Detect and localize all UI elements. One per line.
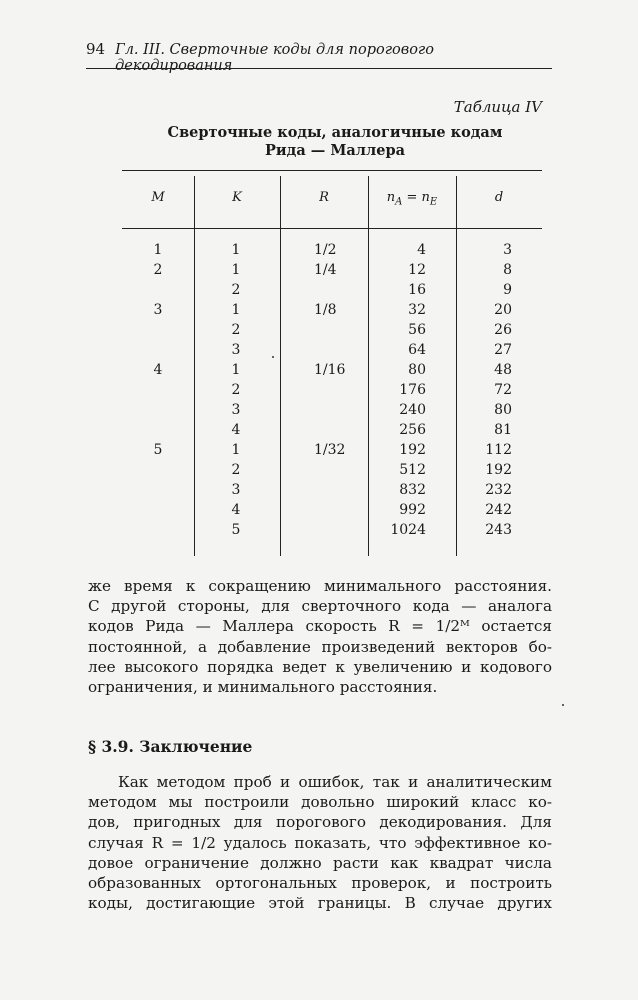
page-number: 94 [86, 40, 106, 58]
table-cell-r: 1/8 [314, 302, 337, 318]
table-cell-k: 1 [231, 262, 241, 278]
table-cell-m: 2 [153, 262, 163, 278]
header-k: K [232, 190, 242, 205]
table-cell-n: 16 [408, 282, 426, 298]
table-cell-d: 243 [485, 522, 512, 538]
section-heading: § 3.9. Заключение [88, 737, 253, 756]
table-cell-k: 2 [231, 322, 241, 338]
paragraph-conclusion [88, 772, 552, 913]
table-cell-r: 1/4 [314, 262, 337, 278]
table-label: Таблица IV [453, 98, 542, 116]
table-cell-k: 1 [231, 442, 241, 458]
text-line: С другой стороны, для сверточного кода — аналога [88, 597, 552, 616]
table-cell-m: 4 [153, 362, 163, 378]
table-cell-n: 4 [417, 242, 426, 258]
table-cell-d: 192 [485, 462, 512, 478]
table-cell-k: 3 [231, 342, 241, 358]
code-table [122, 170, 542, 556]
table-cell-n: 240 [399, 402, 426, 418]
text-line: же время к сокращению минимального расстояния. [88, 577, 552, 595]
table-cell-d: 72 [494, 382, 512, 398]
print-speck [272, 356, 274, 358]
table-cell-n: 992 [399, 502, 426, 518]
table-cell-d: 112 [485, 442, 512, 458]
table-cell-d: 242 [485, 502, 512, 518]
table-cell-r: 1/32 [314, 442, 346, 458]
text-line: образованных ортогональных проверок, и построить [88, 874, 552, 893]
table-cell-k: 4 [231, 422, 241, 438]
text-line: коды, достигающие этой границы. В случае других [88, 894, 552, 913]
table-cell-n: 1024 [390, 522, 426, 538]
table-cell-d: 9 [503, 282, 512, 298]
table-cell-k: 3 [231, 402, 241, 418]
text-line: кодов Рида — Маллера скорость R = 1/2ᴹ остается [88, 617, 552, 636]
table-cell-d: 26 [494, 322, 512, 338]
running-title: Гл. III. Сверточные коды для порогового декодирования [115, 42, 434, 74]
table-cell-k: 1 [231, 362, 241, 378]
text-line: постоянной, а добавление произведений векторов бо- [88, 637, 552, 656]
text-line: ограничения, и минимального расстояния. [88, 678, 438, 697]
text-line: довое ограничение должно расти как квадрат числа [88, 853, 552, 872]
table-cell-r: 1/16 [314, 362, 346, 378]
table-cell-k: 5 [231, 522, 241, 538]
table-cell-d: 3 [503, 242, 512, 258]
text-line: случая R = 1/2 удалось показать, что эффективное ко- [88, 833, 552, 852]
table-cell-k: 2 [231, 382, 241, 398]
table-cell-n: 64 [408, 342, 426, 358]
table-cell-d: 20 [494, 302, 512, 318]
table-cell-n: 56 [408, 322, 426, 338]
text-line: лее высокого порядка ведет к увеличению и кодового [88, 657, 552, 676]
table-cell-n: 32 [408, 302, 426, 318]
paragraph-continuation [88, 576, 552, 697]
table-cell-m: 3 [153, 302, 163, 318]
table-cell-d: 81 [494, 422, 512, 438]
table-cell-n: 12 [408, 262, 426, 278]
header-r: R [319, 190, 329, 205]
table-cell-d: 8 [503, 262, 512, 278]
table-cell-k: 2 [231, 462, 241, 478]
table-cell-n: 192 [399, 442, 426, 458]
table-title-line: Сверточные коды, аналогичные кодам [167, 124, 503, 141]
text-line: Как методом проб и ошибок, так и аналитическим [118, 773, 552, 791]
table-cell-n: 512 [399, 462, 426, 478]
table-cell-m: 5 [153, 442, 163, 458]
print-speck [562, 704, 564, 706]
table-cell-m: 1 [153, 242, 163, 258]
running-header [86, 40, 552, 74]
table-cell-k: 1 [231, 242, 241, 258]
table-cell-n: 256 [399, 422, 426, 438]
table-cell-n: 832 [399, 482, 426, 498]
text-line: дов, пригодных для порогового декодирования. Для [88, 813, 552, 832]
table-cell-d: 232 [485, 482, 512, 498]
table-title [120, 124, 550, 160]
table-cell-r: 1/2 [314, 242, 337, 258]
text-line: методом мы построили довольно широкий класс ко- [88, 793, 552, 812]
table-title-line: Рида — Маллера [265, 142, 405, 159]
table-cell-d: 27 [494, 342, 512, 358]
table-cell-k: 3 [231, 482, 241, 498]
table-cell-n: 80 [408, 362, 426, 378]
header-rule [86, 68, 552, 69]
table-cell-k: 1 [231, 302, 241, 318]
header-d: d [494, 190, 504, 205]
table-cell-d: 48 [494, 362, 512, 378]
header-m: M [151, 190, 165, 205]
table-cell-k: 4 [231, 502, 241, 518]
table-cell-d: 80 [494, 402, 512, 418]
header-n: $n_A = n_E$ [386, 190, 438, 208]
table-cell-n: 176 [399, 382, 426, 398]
table-cell-k: 2 [231, 282, 241, 298]
